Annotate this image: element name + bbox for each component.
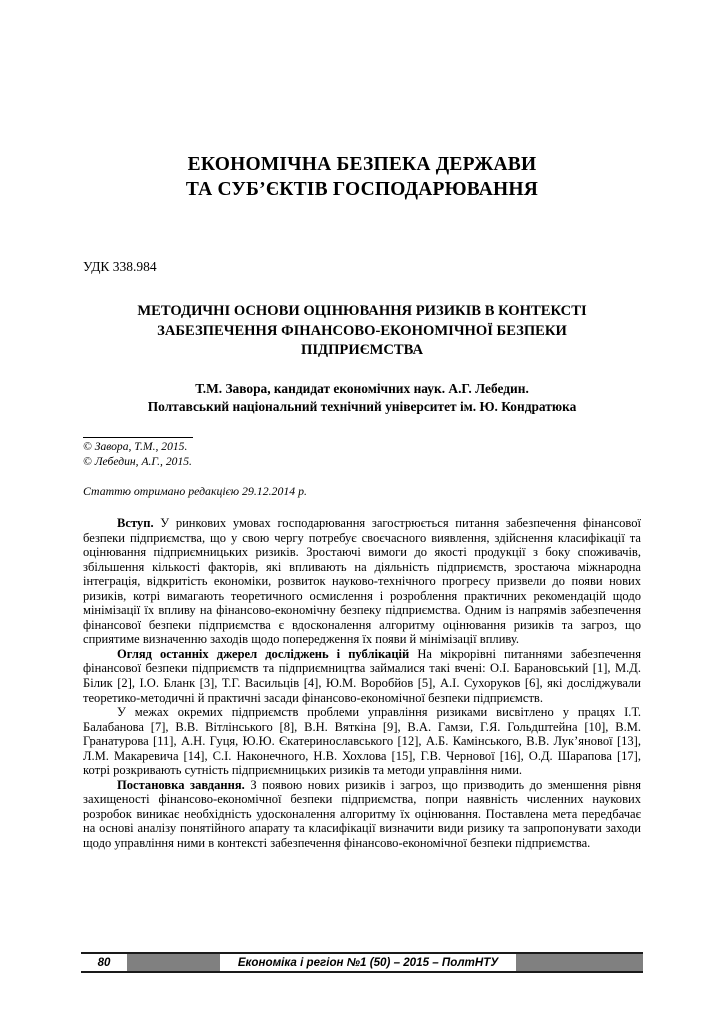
paragraph-task [83, 778, 641, 851]
udc-code: УДК 338.984 [83, 259, 157, 274]
rubric-line-2: ТА СУБ’ЄКТІВ ГОСПОДАРЮВАННЯ [185, 179, 539, 200]
article-body [83, 516, 641, 851]
paragraph-review [83, 647, 641, 705]
article-title [83, 302, 641, 361]
author-names: Т.М. Завора, кандидат економічних наук. А.Г. Лебедин. [195, 381, 529, 396]
footer-decoration-right [516, 954, 643, 971]
paragraph-intro [83, 516, 641, 647]
received-date: Статтю отримано редакцією 29.12.2014 р. [83, 484, 307, 498]
footer-journal-line: Економіка і регіон №1 (50) – 2015 – ПолтНТУ [220, 954, 516, 971]
copyright-rule [83, 437, 193, 438]
section-rubric [83, 152, 641, 202]
author-affiliation: Полтавський національний технічний університет ім. Ю. Кондратюка [147, 398, 577, 414]
footer-page-number: 80 [81, 954, 127, 971]
run-in-heading-task: Постановка завдання. [117, 777, 245, 792]
paragraph-task-text: З появою нових ризиків і загроз, що призводить до зменшення рівня захищеності фінансово-економічної безпеки підприємства, попри наявність численних наукових розробок виникає необхідність удосконалення алгоритму їх оцінювання. Поставлена мета передбачає на основі аналізу понятійного апарату та класифікації визначити види ризику та запропонувати заходи щодо управління ними в контексті забезпечення фінансово-економічної безпеки підприємства. [83, 777, 641, 851]
paragraph-references: У межах окремих підприємств проблеми управління ризиками висвітлено у працях І.Т. Балабанова [7], В.В. Вітлінського [8], В.Н. Вяткіна [9], В.А. Гамзи, Г.Я. Гольдштейна [10], В.М. Гранатурова [11], А.Н. Гуця, Ю.Ю. Єкатеринославського [12], А.Б. Камінського, В.В. Лук’янової [13], Л.М. Макаревича [14], С.І. Наконечного, Н.В. Хохлова [15], Г.В. Чернової [16], О.Д. Шарапова [17], котрі розкривають сутність підприємницьких ризиків та методи управління ними. [83, 705, 641, 778]
footer-decoration-left [127, 954, 220, 971]
run-in-heading-intro: Вступ. [117, 516, 154, 530]
copyright-line-1: © Завора, Т.М., 2015. [83, 440, 188, 453]
page-footer [81, 952, 643, 973]
run-in-heading-review: Огляд останніх джерел досліджень і публікацій [117, 646, 410, 661]
copyright-line-2: © Лебедин, А.Г., 2015. [83, 454, 192, 468]
article-title-line-3: ПІДПРИЄМСТВА [301, 342, 423, 358]
paragraph-intro-text: У ринкових умовах господарювання загострюється питання забезпечення фінансової безпеки підприємства, що у свою чергу потребує своєчасного виявлення, здійснення класифікації та оцінювання підприємницьких ризиків. Зростаючі вимоги до якості продукції з боку споживачів, збільшення кількості факторів, які впливають на діяльність підприємств, зростаюча міжнародна інтеграція, відкритість економіки, розвиток науково-технічного прогресу призвели до появи нових ризиків, котрі вимагають теоретичного осмислення і розроблення практичних рекомендацій щодо мінімізації їх впливу на фінансово-економічну безпеку підприємства. Одним із напрямів забезпечення фінансової безпеки підприємства є вдосконалення алгоритму оцінювання ризиків та загроз, що сприятиме визначенню заходів щодо попередження їх появи й мінімізації впливу. [83, 516, 641, 647]
paragraph-review-text: На мікрорівні питаннями забезпечення фінансової безпеки підприємств та підприємництва займалися такі вчені: О.І. Барановський [1], М.Д. Білик [2], І.О. Бланк [3], Т.Г. Васильців [4], Ю.М. Воробйов [5], А.І. Сухоруков [6], які досліджували теоретико-методичні й практичні засади фінансово-економічної безпеки підприємств. [83, 646, 641, 705]
rubric-line-1: ЕКОНОМІЧНА БЕЗПЕКА ДЕРЖАВИ [187, 154, 537, 175]
copyright-block [83, 440, 192, 469]
article-title-line-2: ЗАБЕЗПЕЧЕННЯ ФІНАНСОВО-ЕКОНОМІЧНОЇ БЕЗПЕКИ [157, 322, 567, 339]
article-title-line-1: МЕТОДИЧНІ ОСНОВИ ОЦІНЮВАННЯ РИЗИКІВ В КОНТЕКСТІ [137, 303, 587, 319]
authors-block [83, 380, 641, 415]
